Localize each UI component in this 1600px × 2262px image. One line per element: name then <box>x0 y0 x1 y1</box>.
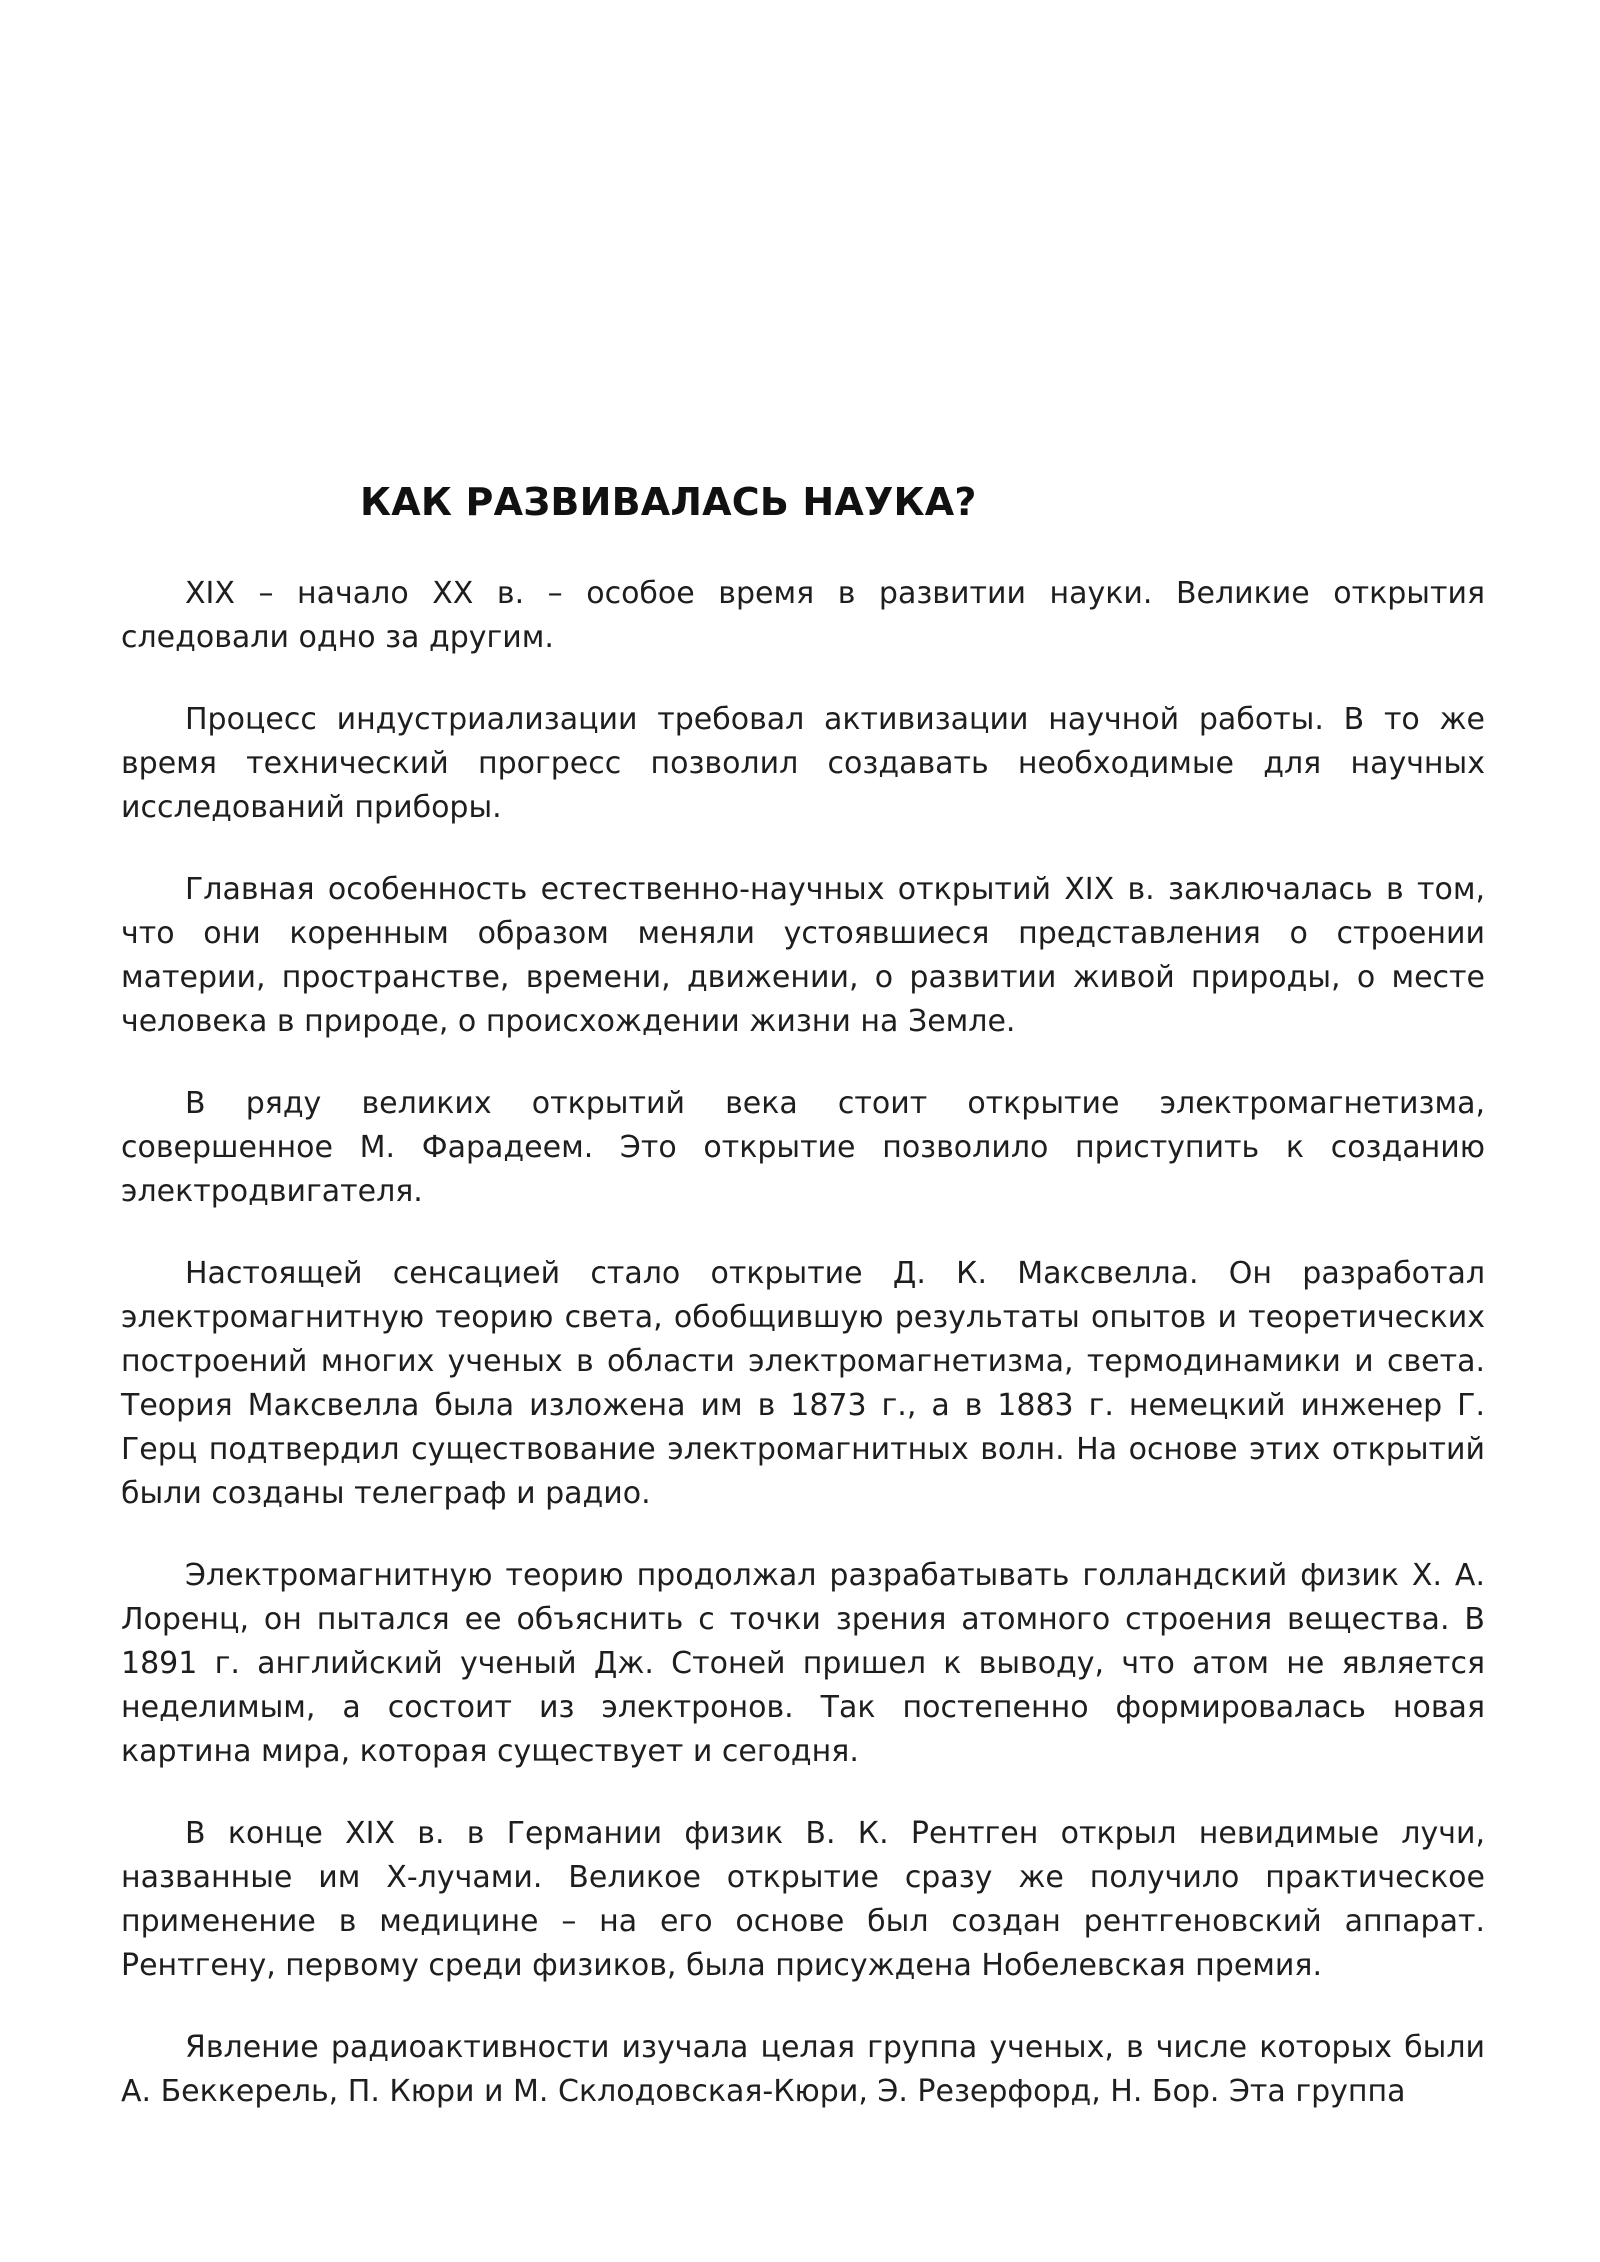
paragraph: Главная особенность естественно-научных открытий XIX в. заключалась в том, что они коренным образом меняли устоявшиеся представления о строении материи, пространстве, времени, движении, о развитии живой природы, о месте человека в природе, о происхождении жизни на Земле. <box>121 872 1485 1039</box>
paragraph: Явление радиоактивности изучала целая группа ученых, в числе которых были А. Беккерель, П. Кюри и М. Склодовская-Кюри, Э. Резерфорд, Н. Бор. Эта группа <box>121 2030 1485 2109</box>
paragraph: Настоящей сенсацией стало открытие Д. К. Максвелла. Он разработал электромагнитную теорию света, обобщившую результаты опытов и теоретических построений многих ученых в области электромагнетизма, термодинамики и света. Теория Максвелла была изложена им в 1873 г., а в 1883 г. немецкий инженер Г. Герц подтвердил существование электромагнитных волн. На основе этих открытий были созданы телеграф и радио. <box>121 1256 1485 1511</box>
paragraph: В конце XIX в. в Германии физик В. К. Рентген открыл невидимые лучи, названные им Х-лучами. Великое открытие сразу же получило практическое применение в медицине – на его основе был создан рентгеновский аппарат. Рентгену, первому среди физиков, была присуждена Нобелевская премия. <box>121 1816 1485 1983</box>
body-text <box>121 572 1485 2152</box>
page-title: КАК РАЗВИВАЛАСЬ НАУКА? <box>360 480 977 524</box>
paragraph: Процесс индустриализации требовал активизации научной работы. В то же время технический прогресс позволил создавать необходимые для научных исследований приборы. <box>121 702 1485 825</box>
paragraph: XIX – начало XX в. – особое время в развитии науки. Великие открытия следовали одно за другим. <box>121 576 1485 655</box>
paragraph: Электромагнитную теорию продолжал разрабатывать голландский физик Х. А. Лоренц, он пытался ее объяснить с точки зрения атомного строения вещества. В 1891 г. английский ученый Дж. Стоней пришел к выводу, что атом не является неделимым, а состоит из электронов. Так постепенно формировалась новая картина мира, которая существует и сегодня. <box>121 1558 1485 1769</box>
paragraph: В ряду великих открытий века стоит открытие электромагнетизма, совершенное М. Фарадеем. Это открытие позволило приступить к созданию электродвигателя. <box>121 1086 1485 1209</box>
